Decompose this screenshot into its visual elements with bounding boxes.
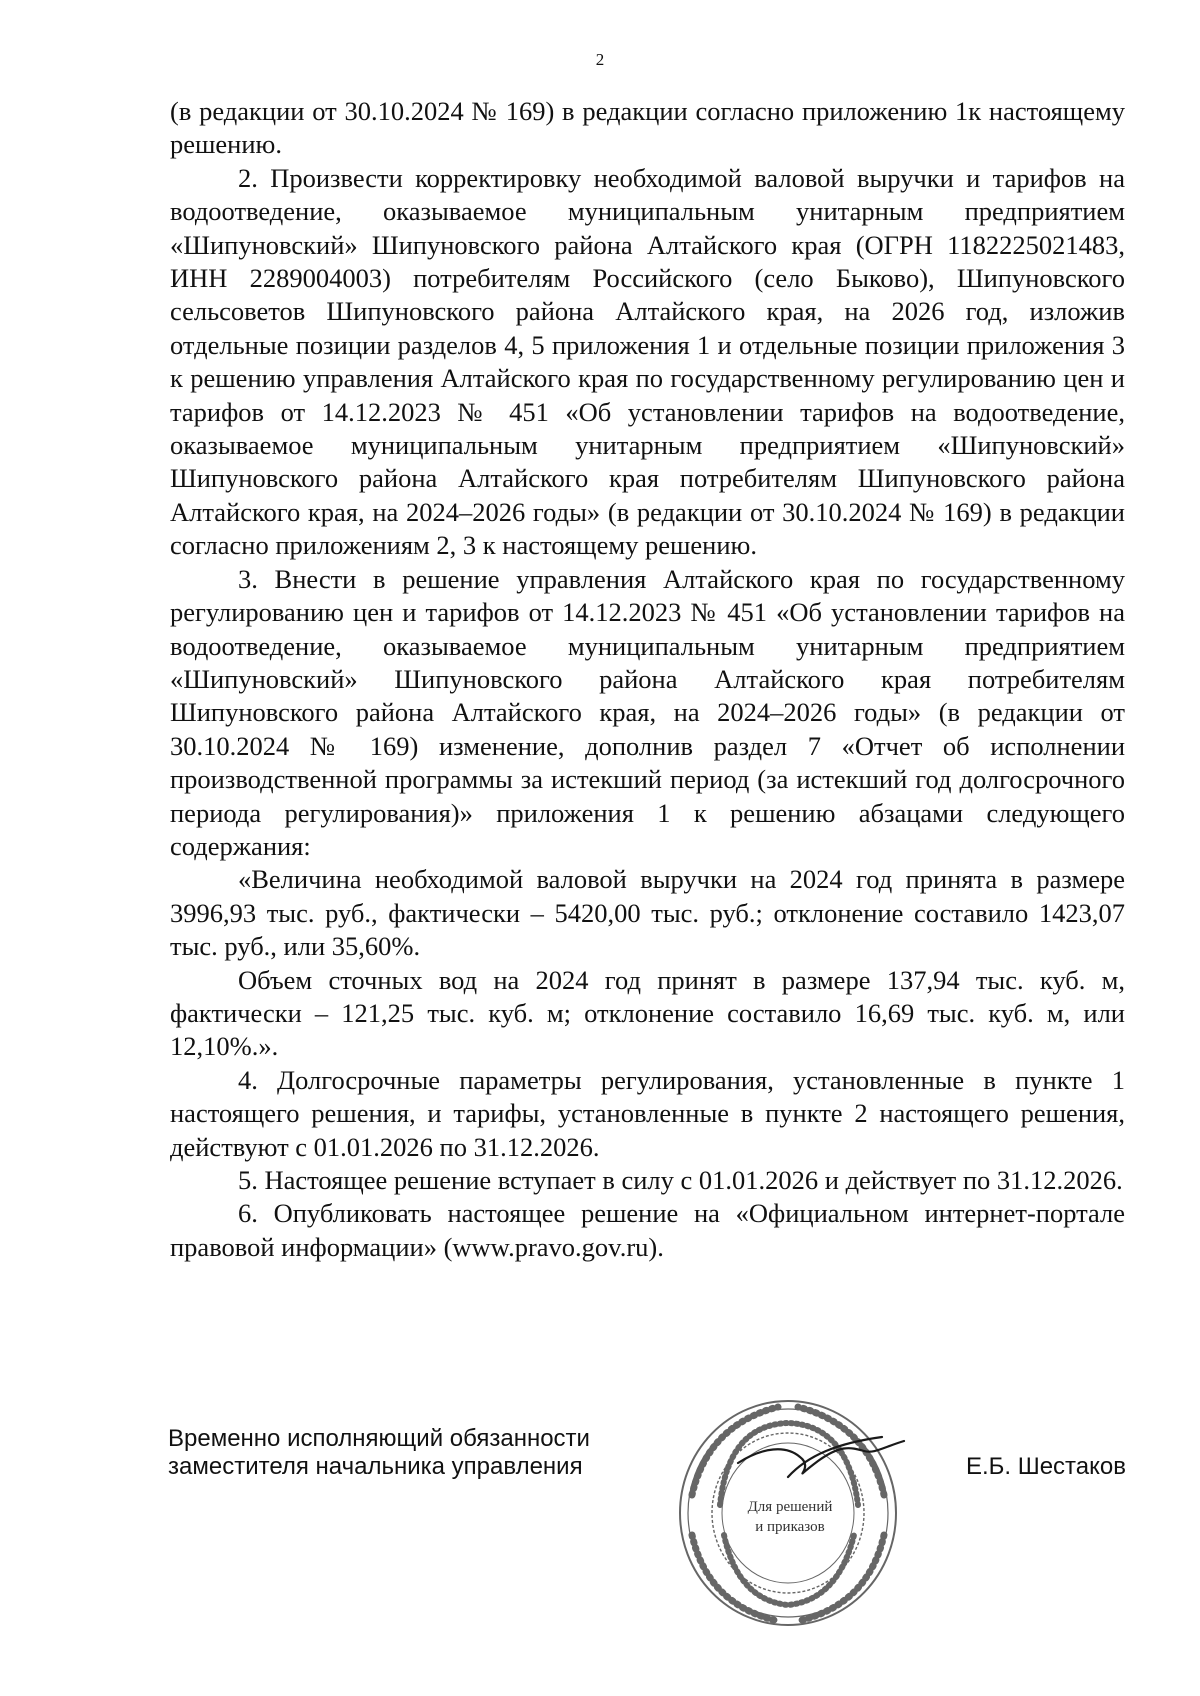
paragraph-quote-volume: Объем сточных вод на 2024 год принят в размере 137,94 тыс. куб. м, фактически – 121,25 тыс. куб. м; отклонение составило 16,69 тыс. куб. м, или 12,10%.». bbox=[170, 964, 1125, 1062]
signer-position-line-1: Временно исполняющий обязанности bbox=[168, 1425, 590, 1452]
paragraph-item-2: 2. Произвести корректировку необходимой валовой выручки и тарифов на водоотведение, оказываемое муниципальным унитарным предприятием «Шипуновский» Шипуновского района Алтайского края (ОГРН 1182225021483, ИНН 2289004003) потребителям Российского (село Быково), Шипуновского сельсоветов Шипуновского района Алтайского края, на 2026 год, изложив отдельные позиции разделов 4, 5 приложения 1 и отдельные позиции приложения 3 к решению управления Алтайского края по государственному регулированию цен и тарифов от 14.12.2023 № 451 «Об установлении тарифов на водоотведение, оказываемое муниципальным унитарным предприятием «Шипуновский» Шипуновского района Алтайского края потребителям Шипуновского района Алтайского края, на 2024–2026 годы» (в редакции от 30.10.2024 № 169) в редакции согласно приложениям 2, 3 к настоящему решению. bbox=[170, 162, 1125, 561]
signer-position bbox=[168, 1425, 590, 1481]
official-stamp bbox=[668, 1385, 908, 1635]
paragraph-item-4: 4. Долгосрочные параметры регулирования, установленные в пункте 1 настоящего решения, и тарифы, установленные в пункте 2 настоящего решения, действуют с 01.01.2026 по 31.12.2026. bbox=[170, 1064, 1125, 1162]
stamp-center-label bbox=[748, 1499, 833, 1535]
page-number: 2 bbox=[595, 50, 605, 69]
paragraph-quote-revenue: «Величина необходимой валовой выручки на 2024 год принята в размере 3996,93 тыс. руб., фактически – 5420,00 тыс. руб.; отклонение составило 1423,07 тыс. руб., или 35,60%. bbox=[170, 864, 1125, 962]
document-body bbox=[170, 95, 1125, 1264]
paragraph-item-5: 5. Настоящее решение вступает в силу с 01.01.2026 и действует по 31.12.2026. bbox=[238, 1165, 1123, 1195]
signer-position-line-2: заместителя начальника управления bbox=[168, 1453, 583, 1480]
stamp-center-line-1: Для решений bbox=[747, 1499, 833, 1515]
signature-block bbox=[168, 1425, 1126, 1685]
paragraph-item-6: 6. Опубликовать настоящее решение на «Официальном интернет-портале правовой информации» (www.pravo.gov.ru). bbox=[170, 1198, 1125, 1262]
paragraph-item-3: 3. Внести в решение управления Алтайского края по государственному регулированию цен и тарифов от 14.12.2023 № 451 «Об установлении тарифов на водоотведение, оказываемое муниципальным унитарным предприятием «Шипуновский» Шипуновского района Алтайского края потребителям Шипуновского района Алтайского края, на 2024–2026 годы» (в редакции от 30.10.2024 № 169) изменение, дополнив раздел 7 «Отчет об исполнении производственной программы за истекший период (за истекший год долгосрочного периода регулирования)» приложения 1 к решению абзацами следующего содержания: bbox=[170, 563, 1125, 861]
paragraph-continuation: (в редакции от 30.10.2024 № 169) в редакции согласно приложению 1к настоящему решению. bbox=[170, 96, 1125, 160]
signer-name: Е.Б. Шестаков bbox=[965, 1453, 1126, 1480]
stamp-center-line-2: и приказов bbox=[755, 1519, 825, 1535]
